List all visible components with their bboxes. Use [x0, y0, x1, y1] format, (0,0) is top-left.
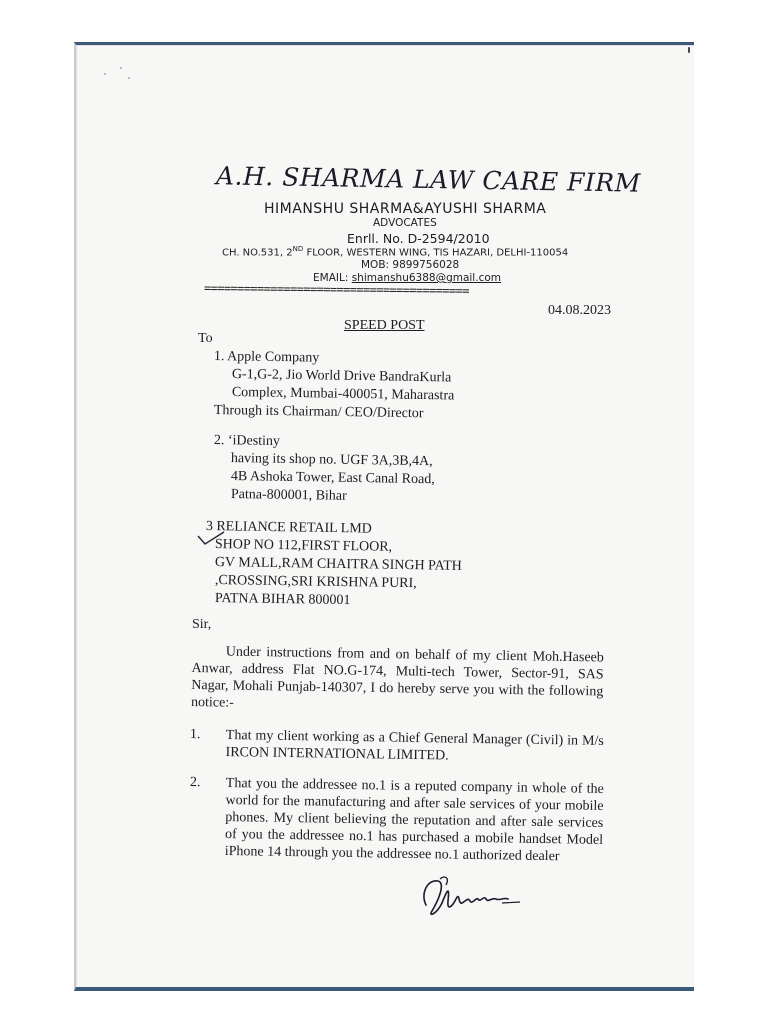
recipient-2-line: 2. ‘iDestiny — [213, 433, 281, 450]
address-part: FLOOR, WESTERN WING, TIS HAZARI, DELHI-110054 — [303, 247, 569, 259]
recipient-2-line: 4B Ashoka Tower, East Canal Road, — [230, 469, 435, 488]
email-label: EMAIL: — [313, 272, 352, 284]
recipient-1-line: G-1,G-2, Jio World Drive BandraKurla — [231, 367, 452, 386]
to-label: To — [198, 331, 213, 346]
advocate-names: HIMANSHU SHARMA&AYUSHI SHARMA — [264, 201, 547, 217]
recipient-2-line: Patna-800001, Bihar — [230, 487, 347, 504]
header-divider: ======================================== — [203, 281, 470, 298]
scan-speck — [120, 67, 122, 69]
point-number: 2. — [189, 775, 201, 791]
intro-paragraph: Under instructions from and on behalf of my client Moh.Haseeb Anwar, address Flat NO.G-174, Multi-tech Tower, Sector-91, SAS Nagar, Mohali Punjab-140307, I do hereby serve you with the following notice:- — [190, 644, 604, 711]
recipient-1-line: Through its Chairman/ CEO/Director — [213, 403, 424, 422]
address-superscript: ND — [292, 245, 304, 253]
point-text: That you the addressee no.1 is a reputed company in whole of the world for the manufacturing and after sale services of your mobile phones. My client believing the reputation and after sale services of you the addressee no.1 has purchased a mobile handset Model iPhone 14 through you the addressee no.1 authorized dealer — [224, 775, 604, 865]
salutation: Sir, — [192, 617, 212, 632]
point-text: That my client working as a Chief General Manager (Civil) in M/s IRCON INTERNATIONAL LIMITED. — [225, 727, 604, 764]
enrollment-number: Enrll. No. D-2594/2010 — [347, 231, 490, 246]
point-number: 1. — [189, 727, 201, 743]
office-address — [222, 245, 568, 258]
recipient-2-line: having its shop no. UGF 3A,3B,4A, — [230, 451, 433, 470]
recipient-3-line: 3 RELIANCE RETAIL LMD — [205, 519, 372, 537]
scan-speck — [128, 77, 130, 79]
scan-speck — [104, 73, 106, 75]
delivery-mode: SPEED POST — [344, 318, 425, 333]
recipient-3-line: SHOP NO 112,FIRST FLOOR, — [214, 537, 393, 555]
firm-name: A.H. SHARMA LAW CARE FIRM — [215, 161, 641, 198]
recipient-3-line: ,CROSSING,SRI KRISHNA PURI, — [214, 573, 417, 592]
designation: ADVOCATES — [373, 217, 437, 229]
recipient-1-line: Complex, Mumbai-400051, Maharastra — [231, 385, 455, 404]
recipient-3-line: PATNA BIHAR 800001 — [214, 591, 351, 609]
letter-date: 04.08.2023 — [548, 303, 611, 318]
address-part: CH. NO.531, 2 — [222, 247, 293, 259]
scan-speck — [688, 47, 690, 53]
recipient-1-line: 1. Apple Company — [213, 349, 320, 366]
mobile-number: MOB: 9899756028 — [361, 259, 460, 271]
email-address[interactable]: shimanshu6388@gmail.com — [351, 272, 501, 284]
handwritten-signature — [416, 871, 526, 923]
recipient-3-line: GV MALL,RAM CHAITRA SINGH PATH — [214, 555, 462, 574]
letter-page — [74, 42, 694, 991]
